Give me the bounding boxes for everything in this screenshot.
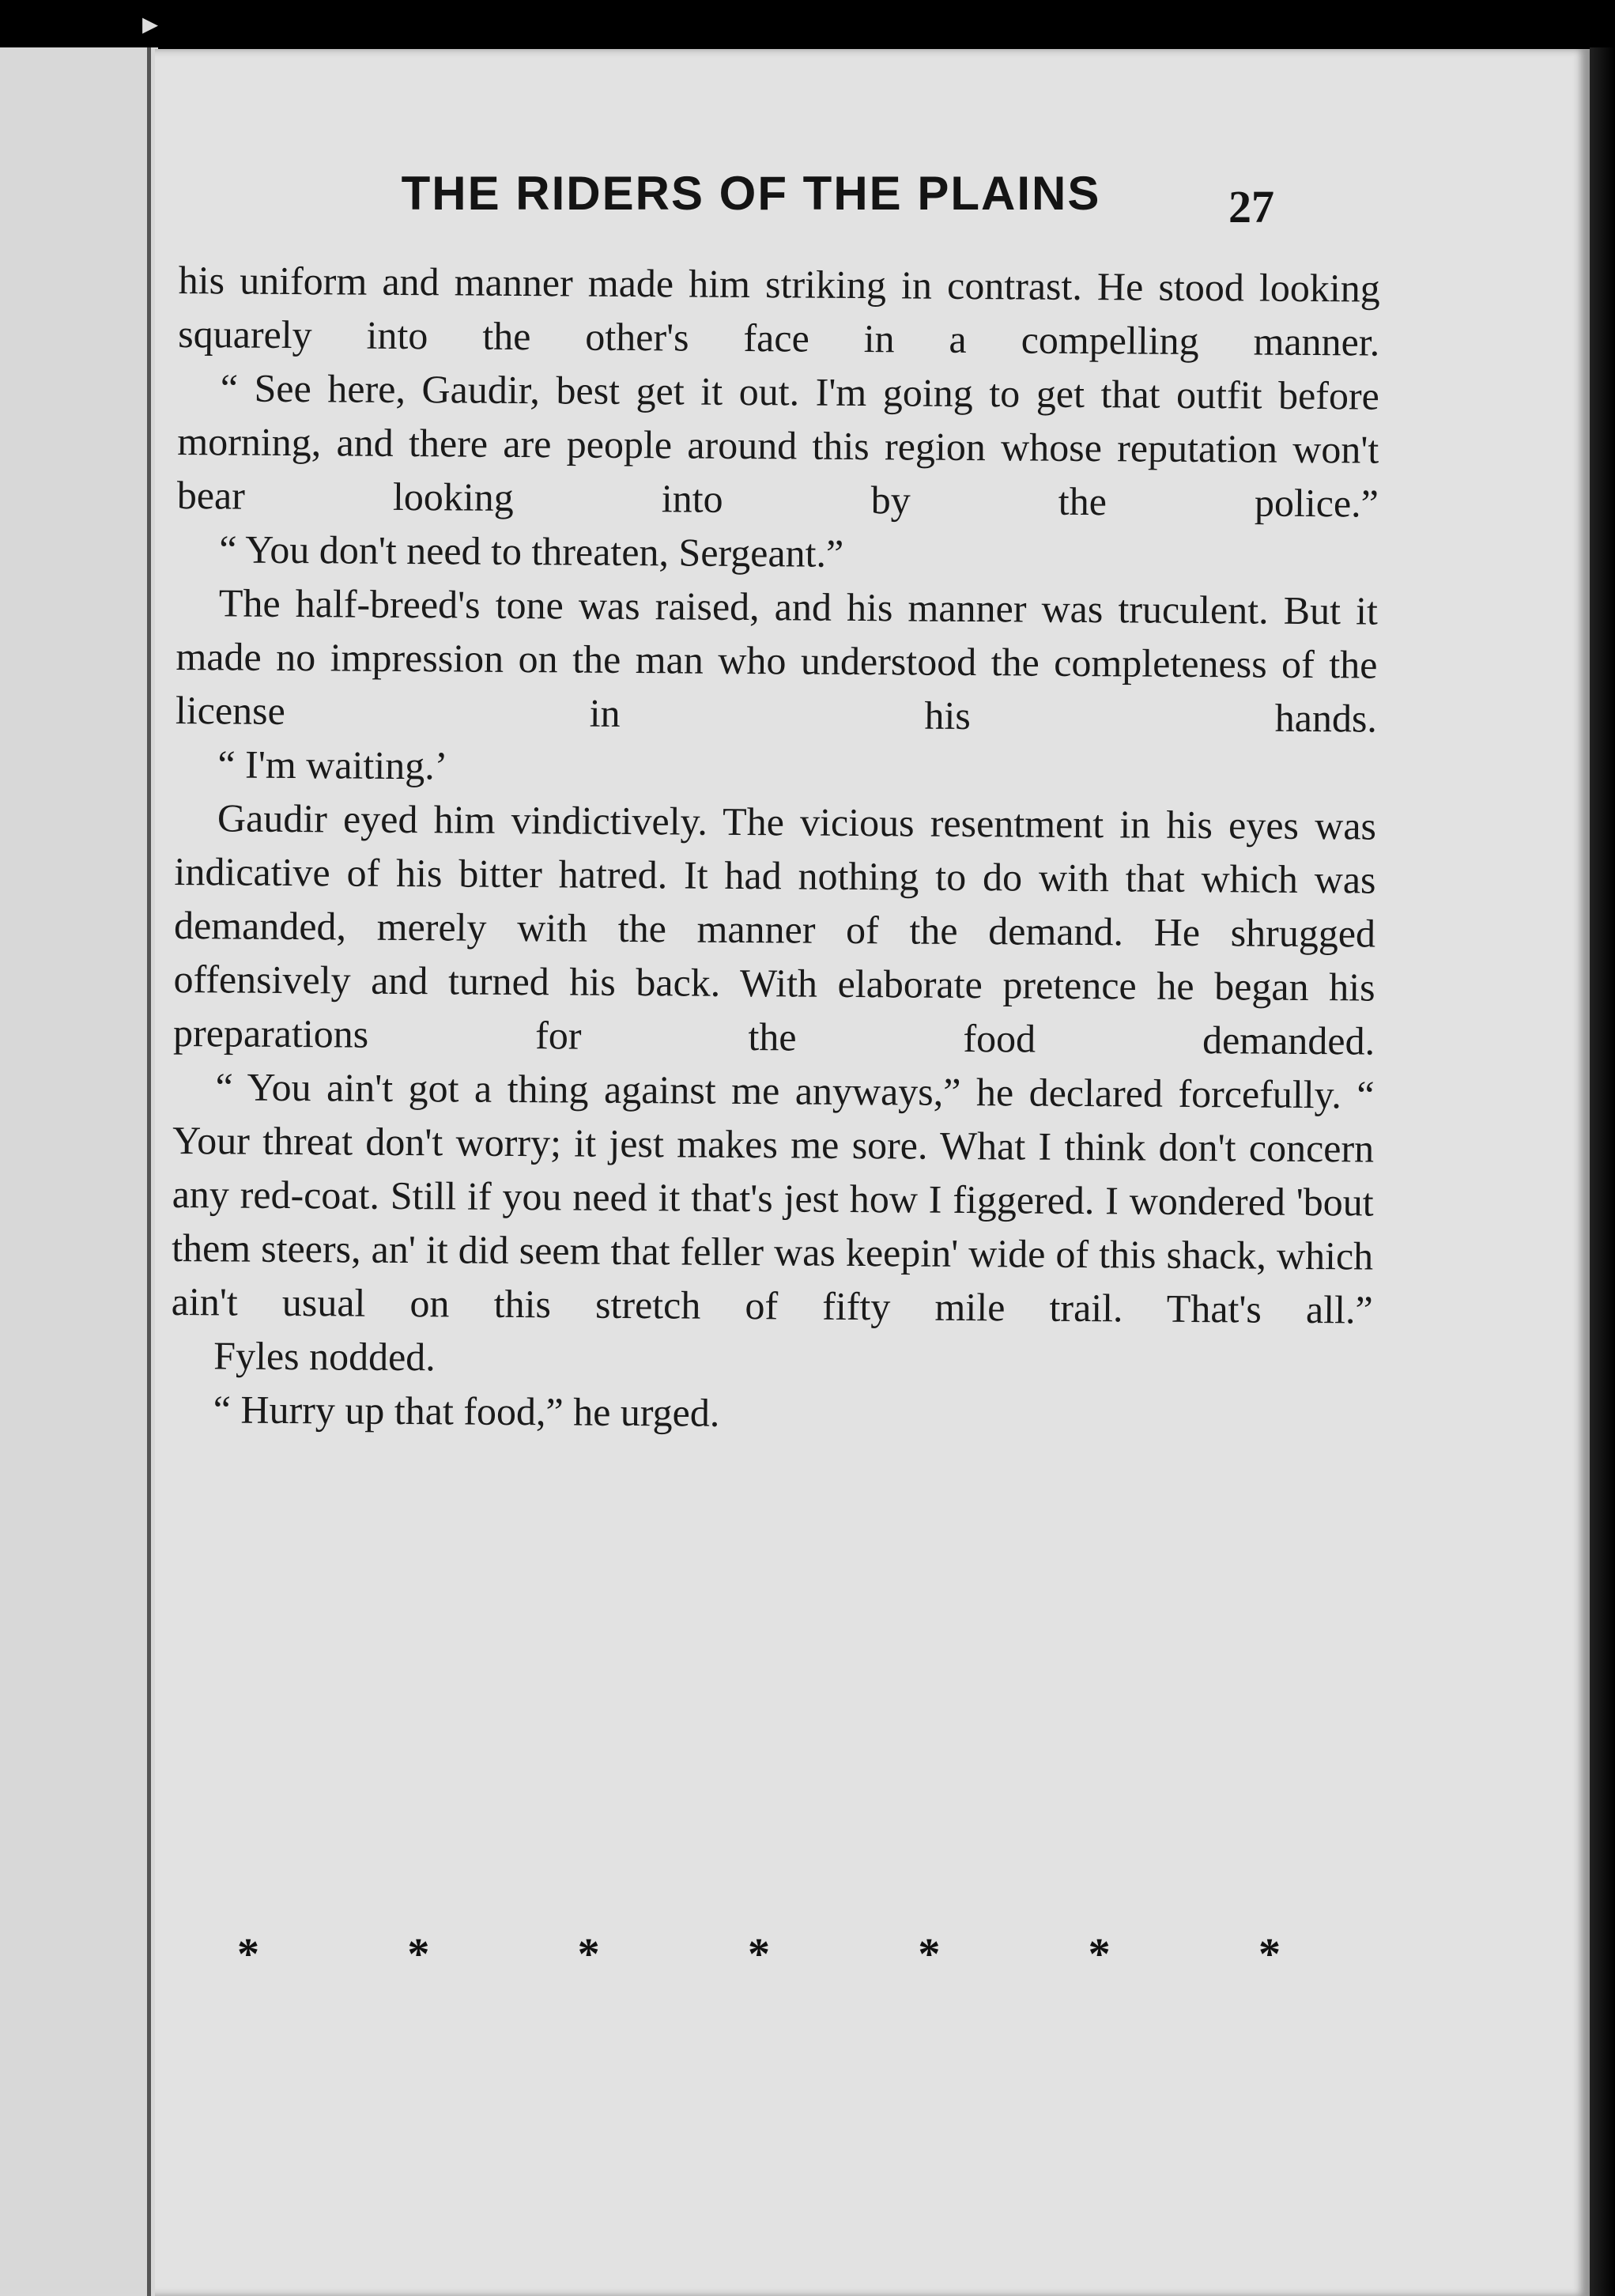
asterisk: * <box>1088 1930 1111 1979</box>
asterisk: * <box>577 1930 600 1979</box>
paragraph: Gaudir eyed him vindictively. The vicious resentment in his eyes was indicative of his bitter hatred. It had nothing to do with that which was demanded, merely with the manner of the demand. He shrugged offensively and turned his back. With elaborate pretence he began his preparations for the food demanded. <box>172 795 1377 1063</box>
asterisk: * <box>1258 1930 1281 1979</box>
paragraph: his uniform and manner made him striking in contrast. He stood looking squarely into the other's face in a compelling manner. <box>178 257 1380 364</box>
asterisk: * <box>918 1930 941 1979</box>
paragraph: “ Hurry up that food,” he urged. <box>213 1387 720 1435</box>
running-head: THE RIDERS OF THE PLAINS <box>401 167 1101 220</box>
page-edge-shadow <box>1590 47 1615 2296</box>
asterisk: * <box>237 1930 259 1979</box>
gutter-line <box>147 47 151 2296</box>
asterisk: * <box>747 1930 770 1979</box>
paragraph: “ I'm waiting.’ <box>217 742 448 788</box>
paragraph: Fyles nodded. <box>213 1333 436 1380</box>
paragraph: “ You don't need to threaten, Sergeant.” <box>219 527 844 576</box>
paragraph: The half-breed's tone was raised, and his manner was truculent. But it made no impression on the man who understood the completeness of the license in his hands. <box>175 580 1379 741</box>
corner-mark-icon: ▸ <box>142 6 159 41</box>
asterisk: * <box>407 1930 430 1979</box>
body-text <box>171 253 1380 1444</box>
facing-page-edge <box>0 47 158 2296</box>
paragraph: “ You ain't got a thing against me anyways,” he declared forcefully. “ Your threat don't worry; it jest makes me sore. What I think don't concern any red-coat. Still if you need it that's jest how I figgered. I wondered 'bout them steers, an' it did seem that feller was keepin' wide of this shack, which ain't usual on this stretch of fifty mile trail. That's all.” <box>171 1064 1375 1332</box>
page-number: 27 <box>1228 181 1274 232</box>
paragraph: “ See here, Gaudir, best get it out. I'm going to get that outfit before morning, and there are people around this region whose reputation won't bear looking into by the police.” <box>176 365 1379 526</box>
section-break <box>237 1929 1281 1980</box>
